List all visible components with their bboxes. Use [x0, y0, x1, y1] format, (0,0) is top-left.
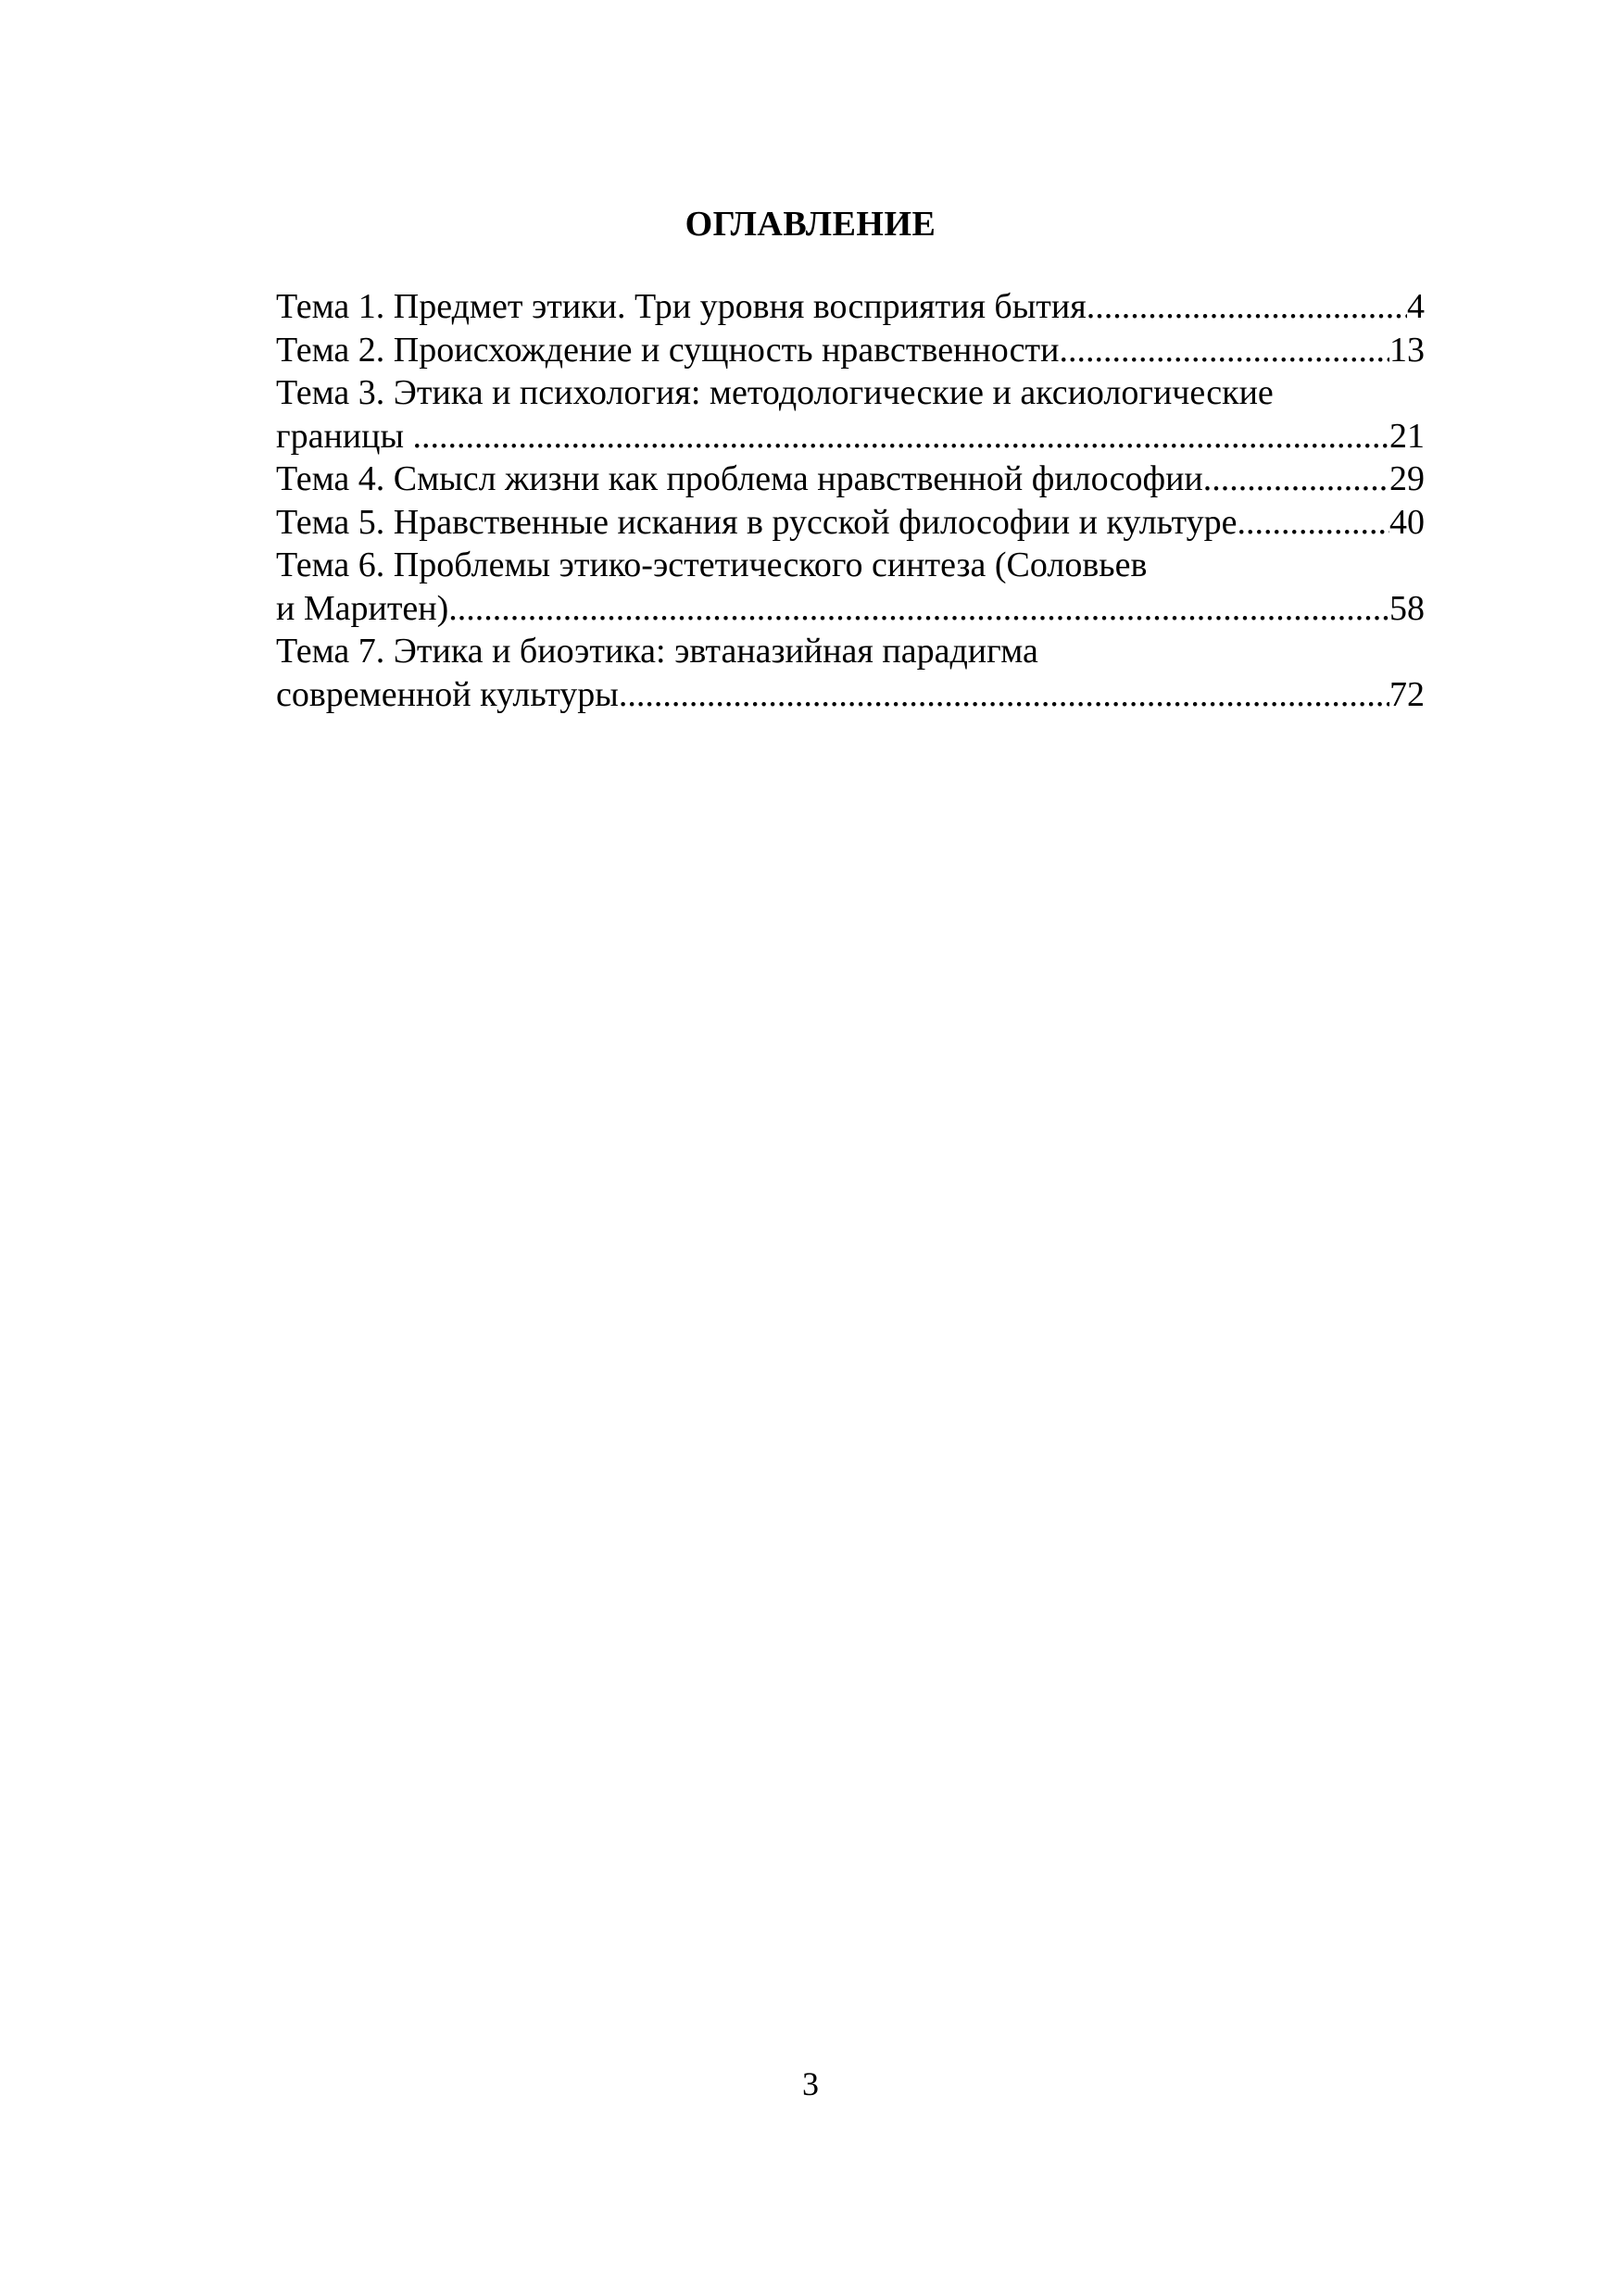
- toc-entry-text: Тема 3. Этика и психология: методологические и аксиологические: [276, 373, 1274, 412]
- toc-entry-3-line-1[interactable]: [276, 371, 1425, 415]
- toc-leader-dots: [413, 415, 1390, 458]
- toc-entry-text: Тема 4. Смысл жизни как проблема нравственной философии: [276, 459, 1203, 498]
- toc-entry-5[interactable]: [276, 501, 1425, 545]
- toc-entry-page: 4: [1407, 287, 1425, 326]
- toc-entry-text: Тема 5. Нравственные искания в русской философии и культуре: [276, 502, 1238, 542]
- toc-entry-page: 21: [1389, 416, 1425, 456]
- toc-entry-page: 13: [1389, 330, 1425, 370]
- toc-entry-text: Тема 1. Предмет этики. Три уровня восприятия бытия: [276, 287, 1087, 326]
- toc-entry-page: 40: [1389, 502, 1425, 542]
- table-of-contents: [276, 285, 1425, 716]
- page-number: 3: [802, 2065, 819, 2102]
- toc-entry-7-line-2[interactable]: [276, 673, 1425, 717]
- toc-entry-2[interactable]: [276, 329, 1425, 372]
- toc-entry-7-line-1[interactable]: [276, 630, 1425, 673]
- toc-entry-3-line-2[interactable]: [276, 415, 1425, 458]
- toc-leader-dots: [1203, 458, 1389, 501]
- toc-entry-page: 72: [1389, 674, 1425, 714]
- toc-entry-text: границы: [276, 416, 413, 456]
- toc-entry-page: 58: [1389, 588, 1425, 628]
- toc-entry-text: и Маритен): [276, 588, 449, 628]
- toc-entry-4[interactable]: [276, 458, 1425, 501]
- toc-entry-1[interactable]: [276, 285, 1425, 329]
- toc-entry-text: Тема 7. Этика и биоэтика: эвтаназийная парадигма: [276, 632, 1038, 671]
- toc-leader-dots: [1087, 285, 1407, 329]
- toc-entry-page: 29: [1389, 459, 1425, 498]
- toc-entry-6-line-1[interactable]: [276, 544, 1425, 587]
- toc-leader-dots: [1238, 501, 1389, 545]
- toc-leader-dots: [619, 673, 1389, 717]
- toc-entry-text: Тема 2. Происхождение и сущность нравственности: [276, 330, 1060, 370]
- toc-heading: ОГЛАВЛЕНИЕ: [685, 205, 936, 244]
- toc-leader-dots: [448, 587, 1389, 631]
- toc-entry-6-line-2[interactable]: [276, 587, 1425, 631]
- toc-entry-text: современной культуры: [276, 674, 619, 714]
- toc-leader-dots: [1059, 329, 1389, 372]
- toc-entry-text: Тема 6. Проблемы этико-эстетического синтеза (Соловьев: [276, 546, 1148, 584]
